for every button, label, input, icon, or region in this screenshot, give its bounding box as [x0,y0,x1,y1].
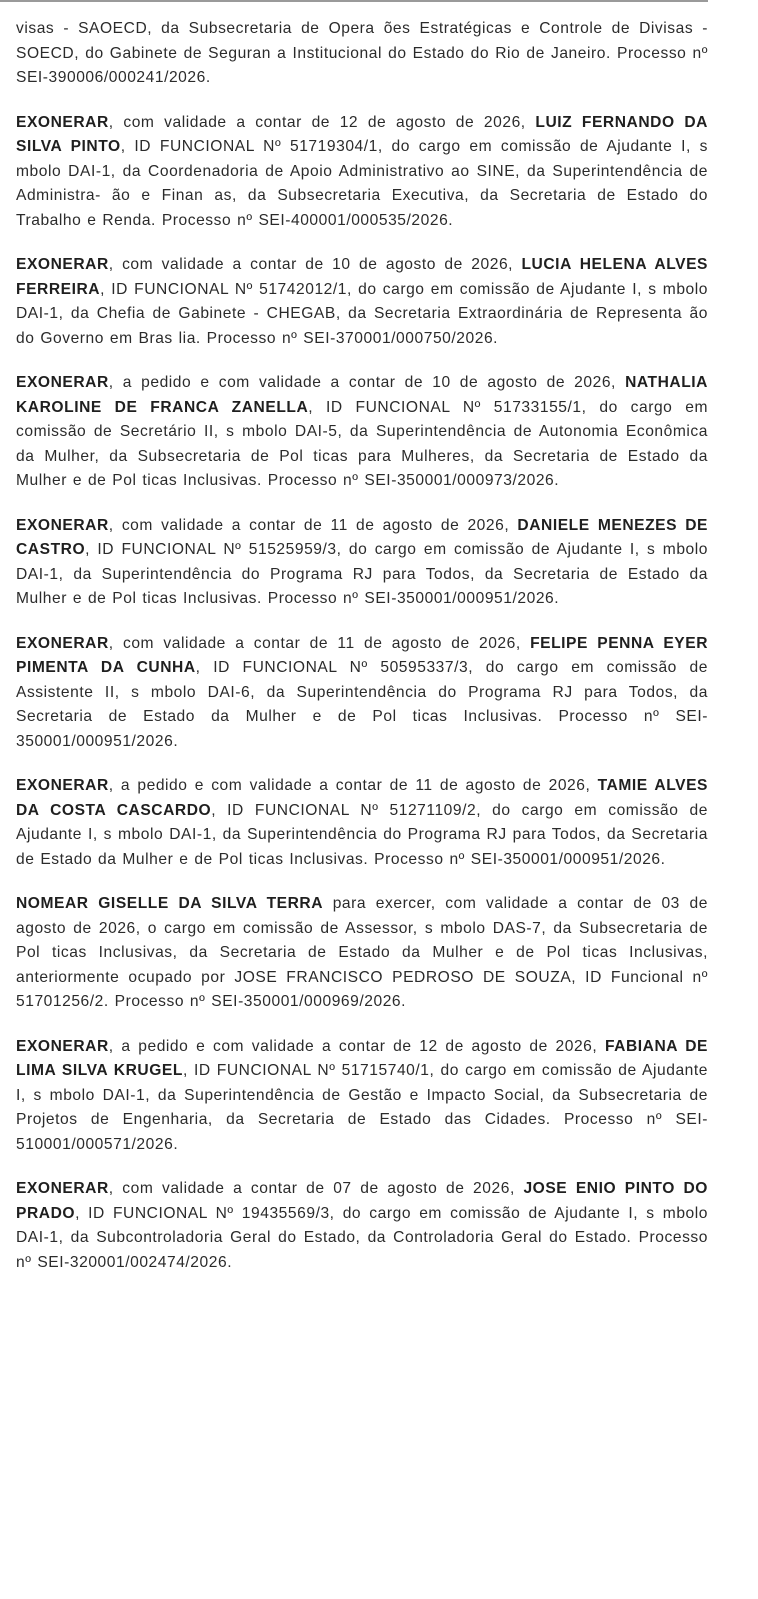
text-run: , a pedido e com validade a contar de 11 de agosto de 2026, [108,777,598,794]
act-paragraph [16,111,708,234]
text-run: , ID FUNCIONAL Nº 51715740/1, do cargo em comissão de Ajudante I, s mbolo DAI-1, da Superintendência de Gestão e Impacto Social, da Subsecretaria de Projetos de Engenharia, da Secretaria de Estado das Cidades. Processo nº SEI-510001/000571/2026. [16,1062,708,1153]
bold-text-run: NOMEAR GISELLE DA SILVA TERRA [16,895,324,912]
bold-text-run: EXONERAR [16,374,109,391]
text-run: visas - SAOECD, da Subsecretaria de Opera ões Estratégicas e Controle de Divisas - SOECD, do Gabinete de Seguran a Institucional do Estado do Rio de Janeiro. Processo nº SEI-390006/000241/2026. [16,20,708,86]
act-paragraph [16,514,708,612]
bold-text-run: NATHALIA KAROLINE DE FRANCA ZANELLA [16,374,708,416]
act-paragraph [16,632,708,755]
top-divider [0,0,708,2]
text-run: , a pedido e com validade a contar de 10 de agosto de 2026, [108,374,626,391]
bold-text-run: EXONERAR [16,256,109,273]
text-run: , ID FUNCIONAL Nº 51733155/1, do cargo em comissão de Secretário II, s mbolo DAI-5, da Superintendência de Autonomia Econômica da Mulher, da Subsecretaria de Pol ticas para Mulheres, da Secretaria de Estado da Mulher e de Pol ticas Inclusivas. Processo nº SEI-350001/000973/2026. [16,398,708,489]
act-paragraph [16,371,708,494]
text-run: , ID FUNCIONAL Nº 51719304/1, do cargo em comissão de Ajudante I, s mbolo DAI-1, da Coordenadoria de Apoio Administrativo ao SINE, da Superintendência de Administra- ão e Finan as, da Subsecretaria Executiva, da Secretaria de Estado do Trabalho e Renda. Processo nº SEI-400001/000535/2026. [16,138,708,229]
act-paragraph [16,17,708,91]
text-run: , ID FUNCIONAL Nº 50595337/3, do cargo em comissão de Assistente II, s mbolo DAI-6, da Superintendência do Programa RJ para Todos, da Secretaria de Estado da Mulher e de Pol ticas Inclusivas. Processo nº SEI-350001/000951/2026. [16,659,708,750]
bold-text-run: TAMIE ALVES DA COSTA CASCARDO [16,777,708,819]
bold-text-run: FELIPE PENNA EYER PIMENTA DA CUNHA [16,634,709,676]
act-paragraph [16,253,708,351]
bold-text-run: LUCIA HELENA ALVES FERREIRA [16,256,708,298]
text-run: , ID FUNCIONAL Nº 19435569/3, do cargo em comissão de Ajudante I, s mbolo DAI-1, da Subcontroladoria Geral do Estado, da Controladoria Geral do Estado. Processo nº SEI-320001/002474/2026. [16,1204,708,1271]
act-paragraph [16,774,708,872]
text-run: , com validade a contar de 11 de agosto de 2026, [108,634,531,652]
text-run: , ID FUNCIONAL Nº 51525959/3, do cargo em comissão de Ajudante I, s mbolo DAI-1, da Superintendência do Programa RJ para Todos, da Secretaria de Estado da Mulher e de Pol ticas Inclusivas. Processo nº SEI-350001/000951/2026. [16,541,708,607]
bold-text-run: LUIZ FERNANDO DA SILVA PINTO [16,113,708,155]
bold-text-run: EXONERAR [16,1037,109,1055]
bold-text-run: EXONERAR [16,113,109,131]
act-paragraph [16,1177,708,1275]
bold-text-run: EXONERAR [16,634,109,652]
bold-text-run: FABIANA DE LIMA SILVA KRUGEL [16,1037,708,1079]
bold-text-run: JOSE ENIO PINTO DO PRADO [16,1180,708,1222]
gazette-text-column [16,17,708,1295]
text-run: , com validade a contar de 12 de agosto de 2026, [108,113,536,131]
act-paragraph [16,1035,708,1158]
text-run: , ID FUNCIONAL Nº 51742012/1, do cargo em comissão de Ajudante I, s mbolo DAI-1, da Chefia de Gabinete - CHEGAB, da Secretaria Extraordinária de Representa ão do Governo em Bras lia. Processo nº SEI-370001/000750/2026. [16,280,708,347]
bold-text-run: EXONERAR [16,1180,109,1197]
bold-text-run: EXONERAR [16,777,109,794]
text-run: , ID FUNCIONAL Nº 51271109/2, do cargo em comissão de Ajudante I, s mbolo DAI-1, da Superintendência do Programa RJ para Todos, da Secretaria de Estado da Mulher e de Pol ticas Inclusivas. Processo nº SEI-350001/000951/2026. [16,801,708,868]
act-paragraph [16,892,708,1015]
text-run: , com validade a contar de 10 de agosto de 2026, [108,256,522,273]
bold-text-run: EXONERAR [16,516,109,534]
text-run: , com validade a contar de 11 de agosto de 2026, [108,516,518,534]
bold-text-run: DANIELE MENEZES DE CASTRO [16,516,708,558]
text-run: para exercer, com validade a contar de 03 de agosto de 2026, o cargo em comissão de Assessor, s mbolo DAS-7, da Subsecretaria de Pol ticas Inclusivas, da Secretaria de Estado da Mulher e de Pol ticas Inclusivas, anteriormente ocupado por JOSE FRANCISCO PEDROSO DE SOUZA, ID Funcional nº 51701256/2. Processo nº SEI-350001/000969/2026. [16,895,709,1010]
text-run: , a pedido e com validade a contar de 12 de agosto de 2026, [108,1037,605,1055]
text-run: , com validade a contar de 07 de agosto de 2026, [108,1180,524,1197]
